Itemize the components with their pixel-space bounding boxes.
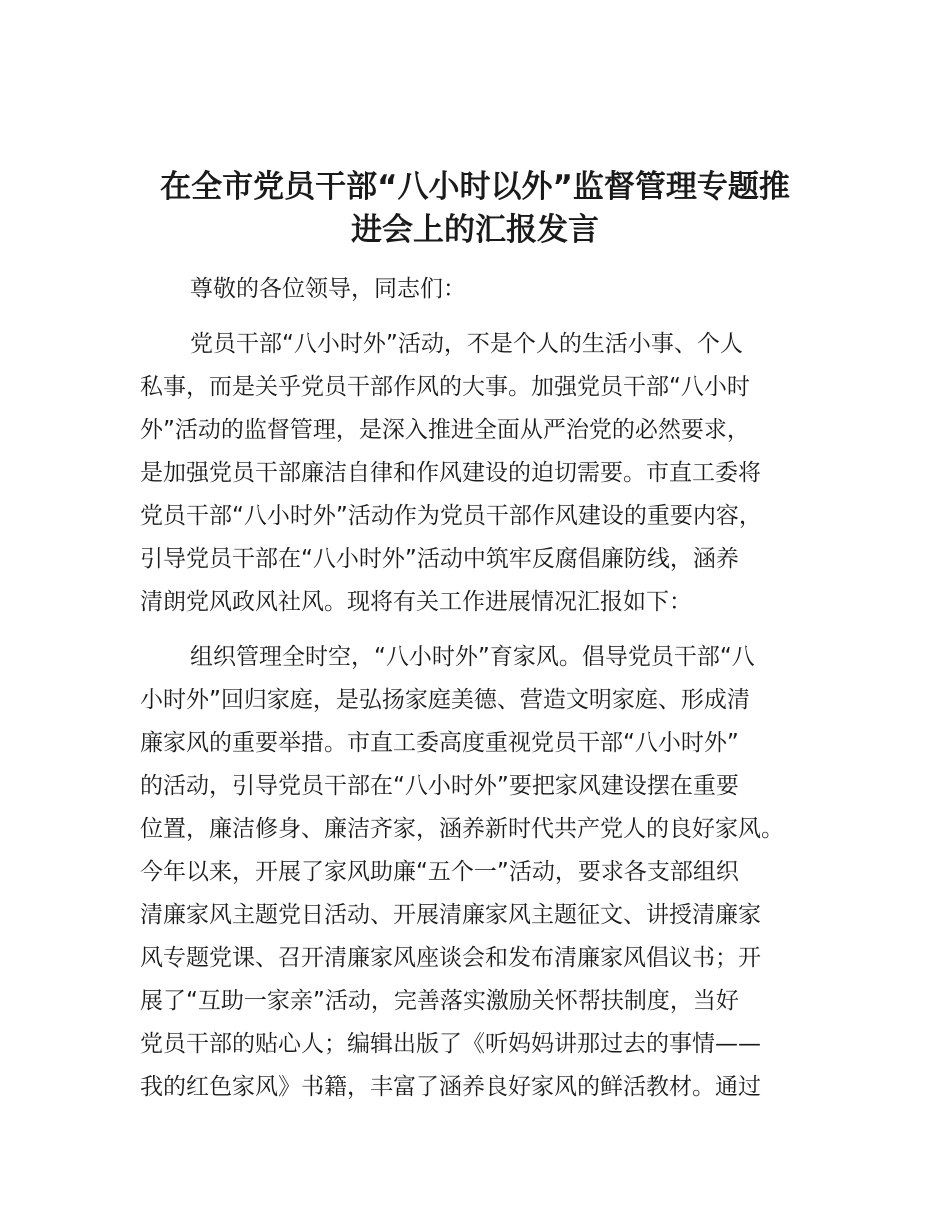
paragraph-line: 的活动，引导党员干部在“八小时外”要把家风建设摆在重要: [140, 773, 739, 799]
greeting-paragraph: [140, 268, 830, 311]
title-line: 在全市党员干部“八小时以外”监督管理专题推: [160, 169, 790, 205]
document-body: [140, 268, 830, 1121]
title-line: 进会上的汇报发言: [351, 212, 599, 248]
paragraph-family-culture: [140, 636, 830, 1109]
paragraph-line: 清廉家风主题党日活动、开展清廉家风主题征文、讲授清廉家: [140, 902, 761, 928]
paragraph-line: 是加强党员干部廉洁自律和作风建设的迫切需要。市直工委将: [140, 460, 761, 486]
paragraph-line: 党员干部“八小时外”活动作为党员干部作风建设的重要内容，: [140, 503, 762, 529]
paragraph-line: 位置，廉洁修身、廉洁齐家，涵养新时代共产党人的良好家风。: [140, 816, 784, 842]
greeting-text: 尊敬的各位领导，同志们：: [190, 276, 466, 302]
paragraph-intro: [140, 323, 830, 624]
paragraph-line: 今年以来，开展了家风助廉“五个一”活动，要求各支部组织: [140, 859, 739, 885]
paragraph-line: 外”活动的监督管理，是深入推进全面从严治党的必然要求，: [140, 417, 750, 443]
paragraph-line: 组织管理全时空，“八小时外”育家风。倡导党员干部“八: [190, 644, 755, 670]
paragraph-line: 引导党员干部在“八小时外”活动中筑牢反腐倡廉防线，涵养: [140, 546, 739, 572]
paragraph-line: 风专题党课、召开清廉家风座谈会和发布清廉家风倡议书；开: [140, 945, 761, 971]
document-title: [140, 166, 810, 252]
paragraph-line: 党员干部的贴心人；编辑出版了《听妈妈讲那过去的事情——: [140, 1031, 761, 1057]
paragraph-line: 廉家风的重要举措。市直工委高度重视党员干部“八小时外”: [140, 730, 739, 756]
paragraph-line: 展了“互助一家亲”活动，完善落实激励关怀帮扶制度，当好: [140, 988, 739, 1014]
paragraph-line: 党员干部“八小时外”活动，不是个人的生活小事、个人: [190, 331, 743, 357]
paragraph-line: 我的红色家风》书籍，丰富了涵养良好家风的鲜活教材。通过: [140, 1074, 761, 1100]
paragraph-line: 小时外”回归家庭，是弘扬家庭美德、营造文明家庭、形成清: [140, 687, 750, 713]
paragraph-line: 清朗党风政风社风。现将有关工作进展情况汇报如下：: [140, 589, 692, 615]
paragraph-line: 私事，而是关乎党员干部作风的大事。加强党员干部“八小时: [140, 374, 750, 400]
